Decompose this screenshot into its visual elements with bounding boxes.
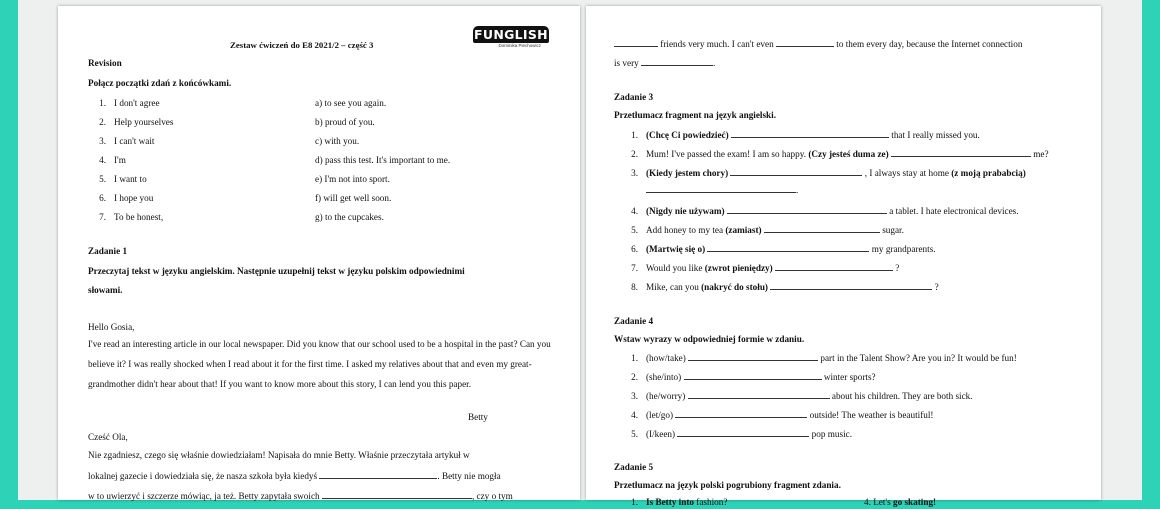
logo-subtext: Dominika Piechowicz	[498, 43, 541, 48]
item-number: 8.	[631, 282, 638, 292]
item-number: 1.	[631, 353, 638, 363]
continued-line-1	[614, 38, 1022, 51]
task5-instruction: Przetłumacz na język polski pogrubiony fragment zdania.	[614, 480, 841, 490]
item-number: 4.	[631, 410, 638, 420]
task3-item	[624, 262, 899, 275]
item-number: 4.	[631, 206, 638, 216]
answer-blank[interactable]	[677, 428, 809, 437]
task3-item-prompt-bold: (zwrot pieniędzy)	[704, 263, 773, 273]
continued-line-1-b: to them every day, because the Internet connection	[836, 39, 1023, 49]
polish-line-3	[88, 490, 513, 503]
item-number: 4.	[864, 497, 871, 507]
task5-item-4	[864, 497, 936, 509]
task3-item-prompt-bold: (Czy jesteś duma ze)	[808, 149, 889, 159]
task5-item-4-bold: go skating!	[892, 497, 937, 507]
polish-line-3-start: w to uwierzyć i szczerze mówiąc, ja też. Betty zapytała swoich	[88, 491, 320, 501]
polish-line-2-start: lokalnej gazecie i dowiedziała się, że nasza szkoła była kiedyś	[88, 471, 318, 481]
item-number: 3.	[631, 168, 638, 178]
task3-item-prompt: (Chcę Ci powiedzieć)	[646, 130, 729, 140]
task3-item-prompt: (Nigdy nie używam)	[646, 206, 725, 216]
item-number: 1.	[631, 130, 638, 140]
continued-line-2-text: is very	[614, 58, 639, 68]
item-number: 6.	[631, 244, 638, 254]
logo-text: FUNGLISH	[474, 27, 548, 42]
answer-blank[interactable]	[730, 167, 862, 176]
answer-blank[interactable]	[319, 470, 437, 479]
item-number: 2.	[631, 372, 638, 382]
task4-title: Zadanie 4	[614, 316, 654, 326]
item-number: 5.	[631, 429, 638, 439]
task3-item-prompt: (Martwię się o)	[646, 244, 706, 254]
revision-item-start: I can't wait	[114, 136, 155, 146]
task1-instruction-line2: słowami.	[88, 285, 123, 295]
task3-item	[624, 205, 1019, 218]
task5-title: Zadanie 5	[614, 462, 654, 472]
task5-item-1	[624, 497, 727, 509]
task1-instruction-line1: Przeczytaj tekst w języku angielskim. Następnie uzupełnij tekst w języku polskim odpowiednimi	[88, 266, 465, 276]
task3-item	[624, 224, 904, 237]
revision-item-end: c) with you.	[315, 136, 360, 146]
task4-item-rest: part in the Talent Show? Are you in? It would be fun!	[820, 353, 1017, 363]
task3-item-prompt: Would you like	[646, 263, 703, 273]
polish-line-2	[88, 470, 501, 483]
answer-blank[interactable]	[322, 490, 472, 499]
task3-item-prompt: (Kiedy jestem chory)	[646, 168, 729, 178]
revision-item-end: a) to see you again.	[315, 98, 387, 108]
answer-blank[interactable]	[731, 129, 889, 138]
task4-item	[624, 428, 852, 441]
letter-signature: Betty	[468, 412, 488, 422]
task5-item-4-pre: Let's	[873, 497, 891, 507]
item-number: 3.	[99, 136, 106, 146]
funglish-logo	[473, 26, 549, 52]
worksheet-page-right	[586, 6, 1101, 507]
answer-blank[interactable]	[770, 281, 932, 290]
task4-item	[624, 352, 1017, 365]
task3-item-rest: a tablet. I hate electronical devices.	[889, 206, 1019, 216]
task3-item-continuation: .	[646, 184, 798, 197]
continued-line-2: is very .	[614, 58, 716, 68]
letter-greeting: Hello Gosia,	[88, 322, 135, 332]
revision-item-end: b) proud of you.	[315, 117, 375, 127]
revision-item-end: e) I'm not into sport.	[315, 174, 390, 184]
item-number: 1.	[631, 497, 638, 507]
answer-blank[interactable]	[776, 38, 834, 47]
task3-item-rest-bold: (z moją prababcią)	[951, 168, 1026, 178]
revision-item-start: I'm	[114, 155, 126, 165]
task4-item-prompt: (let/go)	[646, 410, 674, 420]
revision-item-end: g) to the cupcakes.	[315, 212, 384, 222]
task5-item-1-bold: Is Betty into	[646, 497, 694, 507]
task3-instruction: Przetłumacz fragment na język angielski.	[614, 110, 777, 120]
answer-blank[interactable]	[764, 224, 880, 233]
revision-item-start: I want to	[114, 174, 147, 184]
task4-item-rest: winter sports?	[823, 372, 876, 382]
polish-line-1: Nie zgadniesz, czego się właśnie dowiedziałam! Napisała do mnie Betty. Właśnie przeczytała artykuł w	[88, 450, 470, 460]
task3-item	[624, 129, 980, 142]
continued-line-1-a: friends very much. I can't even	[660, 39, 774, 49]
polish-line-3-end: , czy o tym	[471, 491, 513, 501]
item-number: 7.	[631, 263, 638, 273]
worksheet-page-left	[58, 6, 580, 500]
task3-item-prompt-bold: (zamiast)	[725, 225, 762, 235]
item-number: 4.	[99, 155, 106, 165]
task1-title: Zadanie 1	[88, 246, 128, 256]
item-number: 2.	[631, 149, 638, 159]
revision-instruction: Połącz początki zdań z końcówkami.	[88, 78, 232, 88]
task3-item-prompt: Add honey to my tea	[646, 225, 724, 235]
answer-blank[interactable]	[684, 371, 822, 380]
task3-item-prompt: Mike, can you	[646, 282, 699, 292]
task4-item	[624, 409, 933, 422]
item-number: 1.	[99, 98, 106, 108]
task3-item	[624, 243, 936, 256]
task3-item-rest: me?	[1033, 149, 1049, 159]
task4-item-rest: pop music.	[811, 429, 852, 439]
answer-blank[interactable]	[614, 38, 658, 47]
task4-item	[624, 390, 973, 403]
revision-item-start: I hope you	[114, 193, 154, 203]
task4-item-prompt: (I/keen)	[646, 429, 676, 439]
task5-item-1-rest: fashion?	[696, 497, 728, 507]
task3-item-prompt-bold: (nakryć do stołu)	[701, 282, 768, 292]
polish-greeting: Cześć Ola,	[88, 432, 128, 442]
revision-item-end: f) will get well soon.	[315, 193, 392, 203]
section-revision: Revision	[88, 58, 122, 68]
letter-body: I've read an interesting article in our local newspaper. Did you know that our school used to be a hospital in the past? Can you believe it? I was really shocked when I read about it for the first time. I asked my relatives about that and even my great-grandmother didn't hear about that! If you want to know more about this story, I can lend you this paper.	[88, 339, 551, 389]
answer-blank[interactable]	[688, 390, 830, 399]
task3-item	[624, 167, 1026, 180]
task3-item-rest: ?	[934, 282, 939, 292]
task3-item-prompt: Mum! I've passed the exam! I am so happy.	[646, 149, 807, 159]
revision-item-start: Help yourselves	[114, 117, 174, 127]
task4-item-prompt: (how/take)	[646, 353, 686, 363]
task4-item-rest: about his children. They are both sick.	[831, 391, 973, 401]
task3-item-rest: ?	[895, 263, 900, 273]
polish-line-2-end: . Betty nie mogła	[437, 471, 501, 481]
item-number: 5.	[99, 174, 106, 184]
task4-item-prompt: (she/into)	[646, 372, 682, 382]
item-number: 2.	[99, 117, 106, 127]
task3-item-rest: my grandparents.	[871, 244, 936, 254]
revision-item-start: To be honest,	[114, 212, 164, 222]
item-number: 3.	[631, 391, 638, 401]
document-title: Zestaw ćwiczeń do E8 2021/2 – część 3	[230, 40, 374, 50]
answer-blank[interactable]	[707, 243, 869, 252]
task4-instruction: Wstaw wyrazy w odpowiedniej formie w zdaniu.	[614, 334, 805, 344]
answer-blank[interactable]	[891, 148, 1031, 157]
task4-item-rest: outside! The weather is beautiful!	[809, 410, 934, 420]
task4-item	[624, 371, 876, 384]
item-number: 6.	[99, 193, 106, 203]
task3-item-rest: that I really missed you.	[891, 130, 980, 140]
answer-blank[interactable]	[688, 352, 818, 361]
answer-blank[interactable]	[727, 205, 887, 214]
revision-item-start: I don't agree	[114, 98, 160, 108]
task3-title: Zadanie 3	[614, 92, 654, 102]
task3-item	[624, 148, 1049, 161]
task3-item-rest: sugar.	[882, 225, 904, 235]
item-number: 5.	[631, 225, 638, 235]
answer-blank[interactable]	[775, 262, 893, 271]
task3-item-rest: , I always stay at home	[864, 168, 949, 178]
task4-item-prompt: (he/worry)	[646, 391, 686, 401]
answer-blank[interactable]	[675, 409, 807, 418]
revision-item-end: d) pass this test. It's important to me.	[315, 155, 451, 165]
task3-item	[624, 281, 939, 294]
item-number: 7.	[99, 212, 106, 222]
answer-blank[interactable]	[641, 57, 713, 66]
answer-blank[interactable]	[646, 184, 796, 193]
